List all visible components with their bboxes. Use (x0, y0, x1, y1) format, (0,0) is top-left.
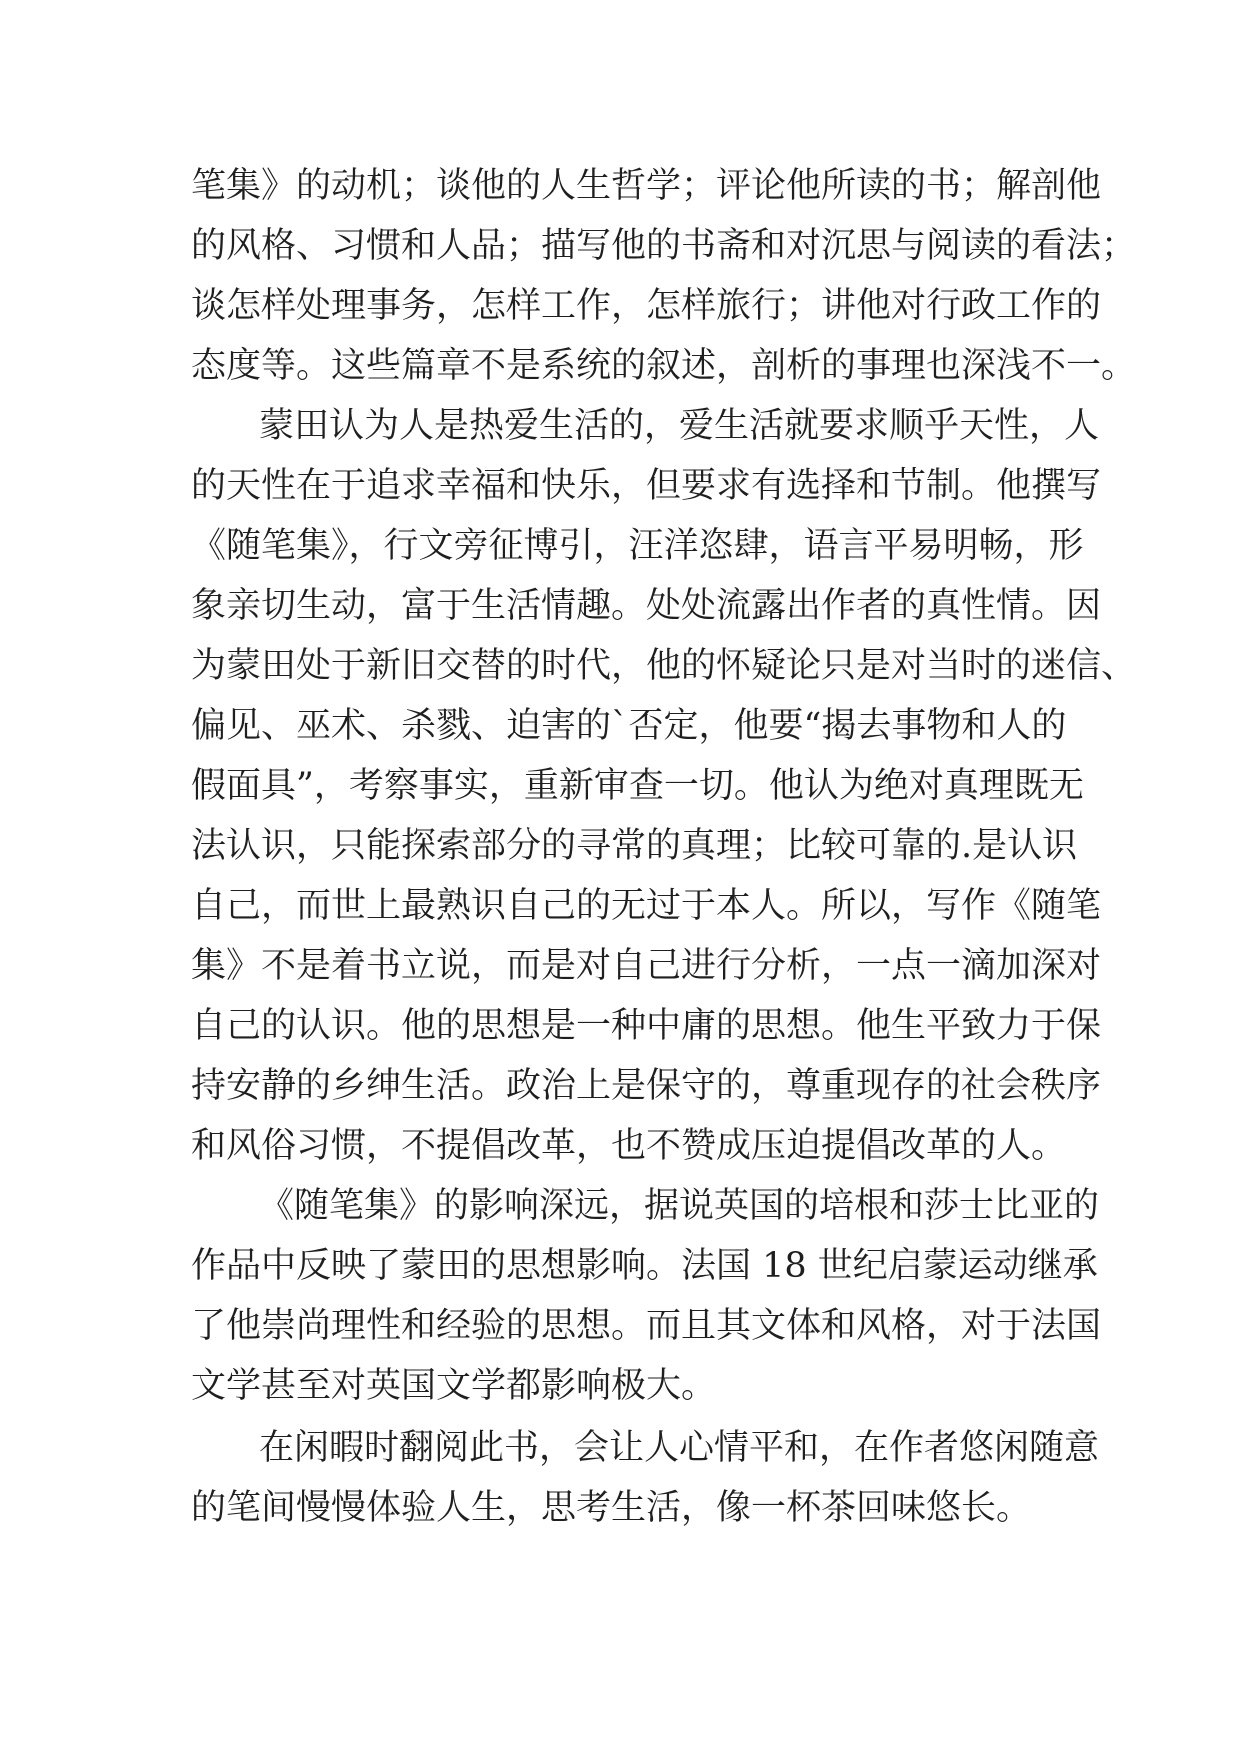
paragraph-2-line-4: 象亲切生动，富于生活情趣。处处流露出作者的真性情。因 (191, 586, 1102, 626)
paragraph-1-line-3: 谈怎样处理事务，怎样工作，怎样旅行；讲他对行政工作的 (191, 286, 1102, 326)
paragraph-1-line-4: 态度等。这些篇章不是系统的叙述，剖析的事理也深浅不一。 (191, 346, 1137, 386)
paragraph-3-line-3: 了他崇尚理性和经验的思想。而且其文体和风格，对于法国 (191, 1306, 1102, 1346)
paragraph-2-line-9: 自己，而世上最熟识自己的无过于本人。所以，写作《随笔 (191, 886, 1102, 926)
paragraph-2-line-3: 《随笔集》，行文旁征博引，汪洋恣肆，语言平易明畅，形 (191, 526, 1084, 566)
paragraph-2-line-2: 的天性在于追求幸福和快乐，但要求有选择和节制。他撰写 (191, 466, 1102, 506)
paragraph-2-line-5: 为蒙田处于新旧交替的时代，他的怀疑论只是对当时的迷信、 (191, 646, 1137, 686)
paragraph-2-line-8: 法认识，只能探索部分的寻常的真理；比较可靠的.是认识 (191, 826, 1078, 866)
paragraph-2-line-12: 持安静的乡绅生活。政治上是保守的，尊重现存的社会秩序 (191, 1066, 1102, 1106)
paragraph-2-line-1: 蒙田认为人是热爱生活的，爱生活就要求顺乎天性，人 (259, 406, 1100, 446)
paragraph-2-line-7: 假面具”，考察事实，重新审查一切。他认为绝对真理既无 (191, 766, 1084, 806)
paragraph-4-line-2: 的笔间慢慢体验人生，思考生活，像一杯茶回味悠长。 (191, 1488, 1032, 1528)
paragraph-2-line-13: 和风俗习惯，不提倡改革，也不赞成压迫提倡改革的人。 (191, 1126, 1067, 1166)
body-text (191, 156, 1137, 1538)
paragraph-2-line-11: 自己的认识。他的思想是一种中庸的思想。他生平致力于保 (191, 1006, 1102, 1046)
paragraph-3-line-2: 作品中反映了蒙田的思想影响。法国 18 世纪启蒙运动继承 (191, 1246, 1098, 1286)
paragraph-2-line-10: 集》不是着书立说，而是对自己进行分析，一点一滴加深对 (191, 946, 1102, 986)
paragraph-3-line-4: 文学甚至对英国文学都影响极大。 (191, 1366, 717, 1406)
paragraph-1-line-2: 的风格、习惯和人品；描写他的书斋和对沉思与阅读的看法； (191, 226, 1137, 266)
paragraph-1-line-1: 笔集》的动机；谈他的人生哲学；评论他所读的书；解剖他 (191, 166, 1102, 206)
paragraph-3-line-1: 《随笔集》的影响深远，据说英国的培根和莎士比亚的 (259, 1186, 1100, 1226)
paragraph-2-line-6: 偏见、巫术、杀戮、迫害的`否定，他要“揭去事物和人的 (191, 706, 1067, 746)
paragraph-4-line-1: 在闲暇时翻阅此书，会让人心情平和，在作者悠闲随意 (259, 1428, 1100, 1468)
